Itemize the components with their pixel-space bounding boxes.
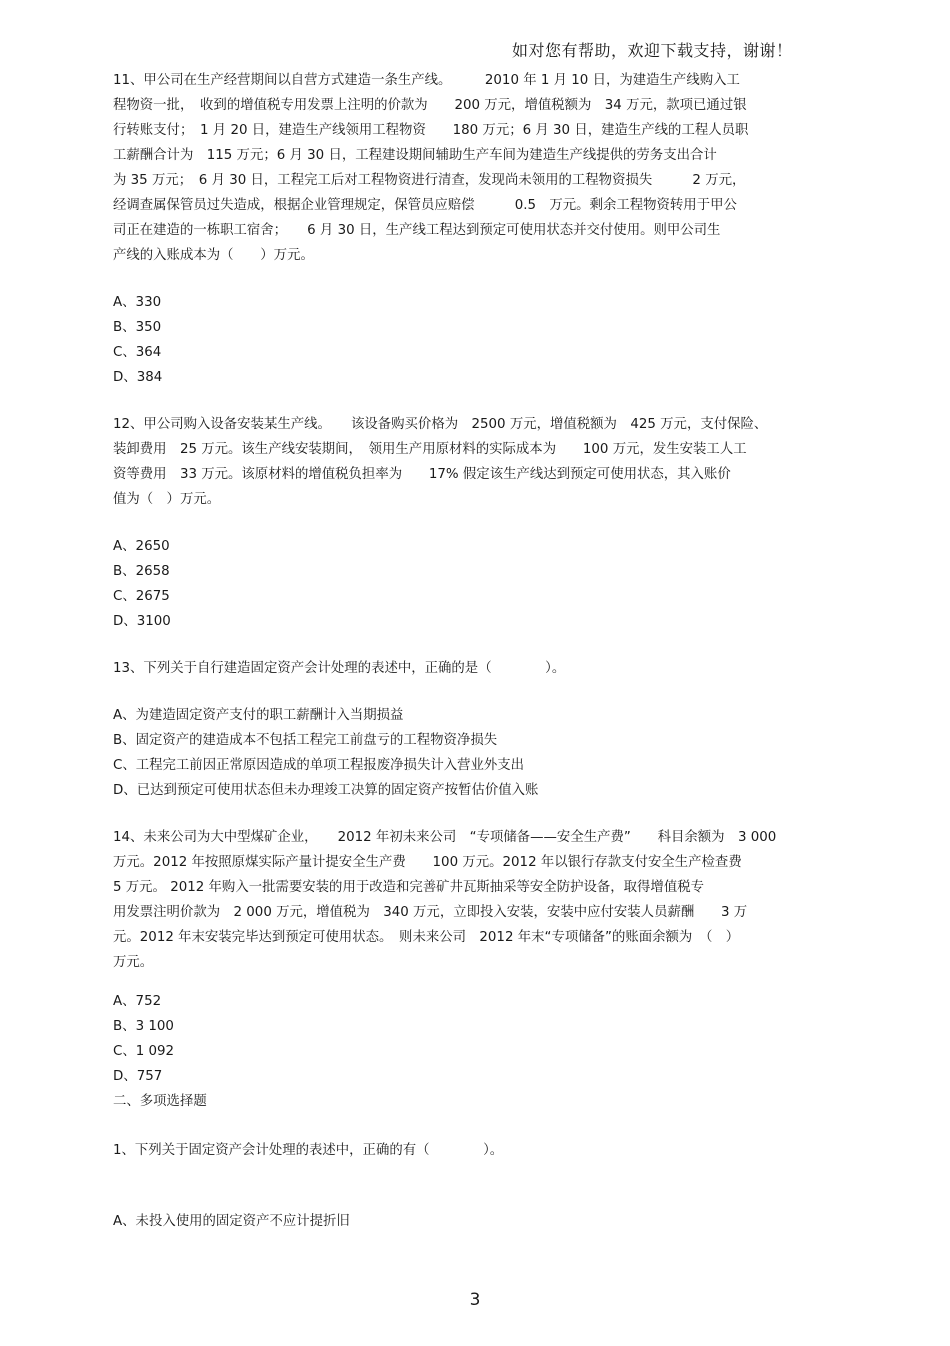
stem-line: 行转账支付； 1 月 20 日，建造生产线领用工程物资 180 万元；6 月 30 日，建造生产线的工程人员职	[113, 123, 749, 138]
option-b: B、固定资产的建造成本不包括工程完工前盘亏的工程物资净损失	[113, 733, 498, 748]
stem-line: 万元。	[113, 955, 154, 970]
option-list	[113, 290, 841, 390]
option-d: D、757	[113, 1069, 163, 1084]
option-list	[113, 703, 841, 803]
option-a: A、330	[113, 295, 162, 310]
stem-line: 用发票注明价款为 2 000 万元，增值税为 340 万元，立即投入安装，安装中应付安装人员薪酬 3 万	[113, 905, 748, 920]
stem-line: 程物资一批， 收到的增值税专用发票上注明的价款为 200 万元，增值税额为 34 万元，款项已通过银	[113, 98, 747, 113]
option-c: C、工程完工前因正常原因造成的单项工程报废净损失计入营业外支出	[113, 758, 525, 773]
stem-line: 装卸费用 25 万元。该生产线安装期间， 领用生产用原材料的实际成本为 100 万元，发生安装工人工	[113, 442, 747, 457]
option-a: A、752	[113, 994, 162, 1009]
option-list	[113, 989, 841, 1089]
option-c: C、364	[113, 345, 162, 360]
stem-line: 5 万元。 2012 年购入一批需要安装的用于改造和完善矿井瓦斯抽采等安全防护设备，取得增值税专	[113, 880, 704, 895]
stem-line: 工薪酬合计为 115 万元；6 月 30 日，工程建设期间辅助生产车间为建造生产线提供的劳务支出合计	[113, 148, 717, 163]
question-stem	[113, 825, 841, 975]
stem-line: 经调查属保管员过失造成，根据企业管理规定，保管员应赔偿 0.5 万元。剩余工程物资转用于甲公	[113, 198, 737, 213]
question-14	[113, 825, 841, 1089]
option-b: B、2658	[113, 564, 170, 579]
option-c: C、1 092	[113, 1044, 175, 1059]
option-d: D、已达到预定可使用状态但未办理竣工决算的固定资产按暂估价值入账	[113, 783, 539, 798]
stem-line: 值为（ ）万元。	[113, 492, 221, 507]
question-stem	[113, 656, 841, 681]
stem-line: 资等费用 33 万元。该原材料的增值税负担率为 17% 假定该生产线达到预定可使用状态，其入账价	[113, 467, 731, 482]
option-b: B、350	[113, 320, 162, 335]
stem-line: 元。2012 年末安装完毕达到预定可使用状态。 则未来公司 2012 年末“专项储备”的账面余额为 （ ）	[113, 930, 740, 945]
stem-line: 1、下列关于固定资产会计处理的表述中，正确的有（ ）。	[113, 1143, 504, 1158]
question-12	[113, 412, 841, 634]
option-a: A、2650	[113, 539, 170, 554]
question-stem	[113, 412, 841, 512]
question-11	[113, 68, 841, 390]
page-number: 3	[469, 1290, 481, 1310]
document-content	[113, 68, 841, 1234]
option-b: B、3 100	[113, 1019, 174, 1034]
option-list	[113, 534, 841, 634]
multi-question-1	[113, 1138, 841, 1234]
question-stem	[113, 1138, 841, 1163]
stem-line: 万元。2012 年按照原煤实际产量计提安全生产费 100 万元。2012 年以银行存款支付安全生产检查费	[113, 855, 742, 870]
option-d: D、3100	[113, 614, 171, 629]
stem-line: 产线的入账成本为（ ）万元。	[113, 248, 314, 263]
question-13	[113, 656, 841, 803]
page-header: 如对您有帮助，欢迎下载支持，谢谢！	[512, 41, 793, 60]
stem-line: 司正在建造的一栋职工宿舍； 6 月 30 日，生产线工程达到预定可使用状态并交付使用。则甲公司生	[113, 223, 721, 238]
stem-line: 为 35 万元； 6 月 30 日，工程完工后对工程物资进行清查，发现尚未领用的工程物资损失 2 万元，	[113, 173, 746, 188]
stem-line: 11、甲公司在生产经营期间以自营方式建造一条生产线。 2010 年 1 月 10 日，为建造生产线购入工	[113, 73, 740, 88]
option-a: A、为建造固定资产支付的职工薪酬计入当期损益	[113, 708, 404, 723]
stem-line: 14、未来公司为大中型煤矿企业， 2012 年初未来公司 “专项储备——安全生产费” 科目余额为 3 000	[113, 830, 777, 845]
stem-line: 13、下列关于自行建造固定资产会计处理的表述中，正确的是（ ）。	[113, 661, 566, 676]
option-c: C、2675	[113, 589, 170, 604]
question-stem	[113, 68, 841, 268]
option-a: A、未投入使用的固定资产不应计提折旧	[113, 1214, 350, 1229]
stem-line: 12、甲公司购入设备安装某生产线。 该设备购买价格为 2500 万元，增值税额为 425 万元，支付保险、	[113, 417, 768, 432]
option-list	[113, 1209, 841, 1234]
section-title: 二、多项选择题	[113, 1094, 207, 1109]
option-d: D、384	[113, 370, 163, 385]
